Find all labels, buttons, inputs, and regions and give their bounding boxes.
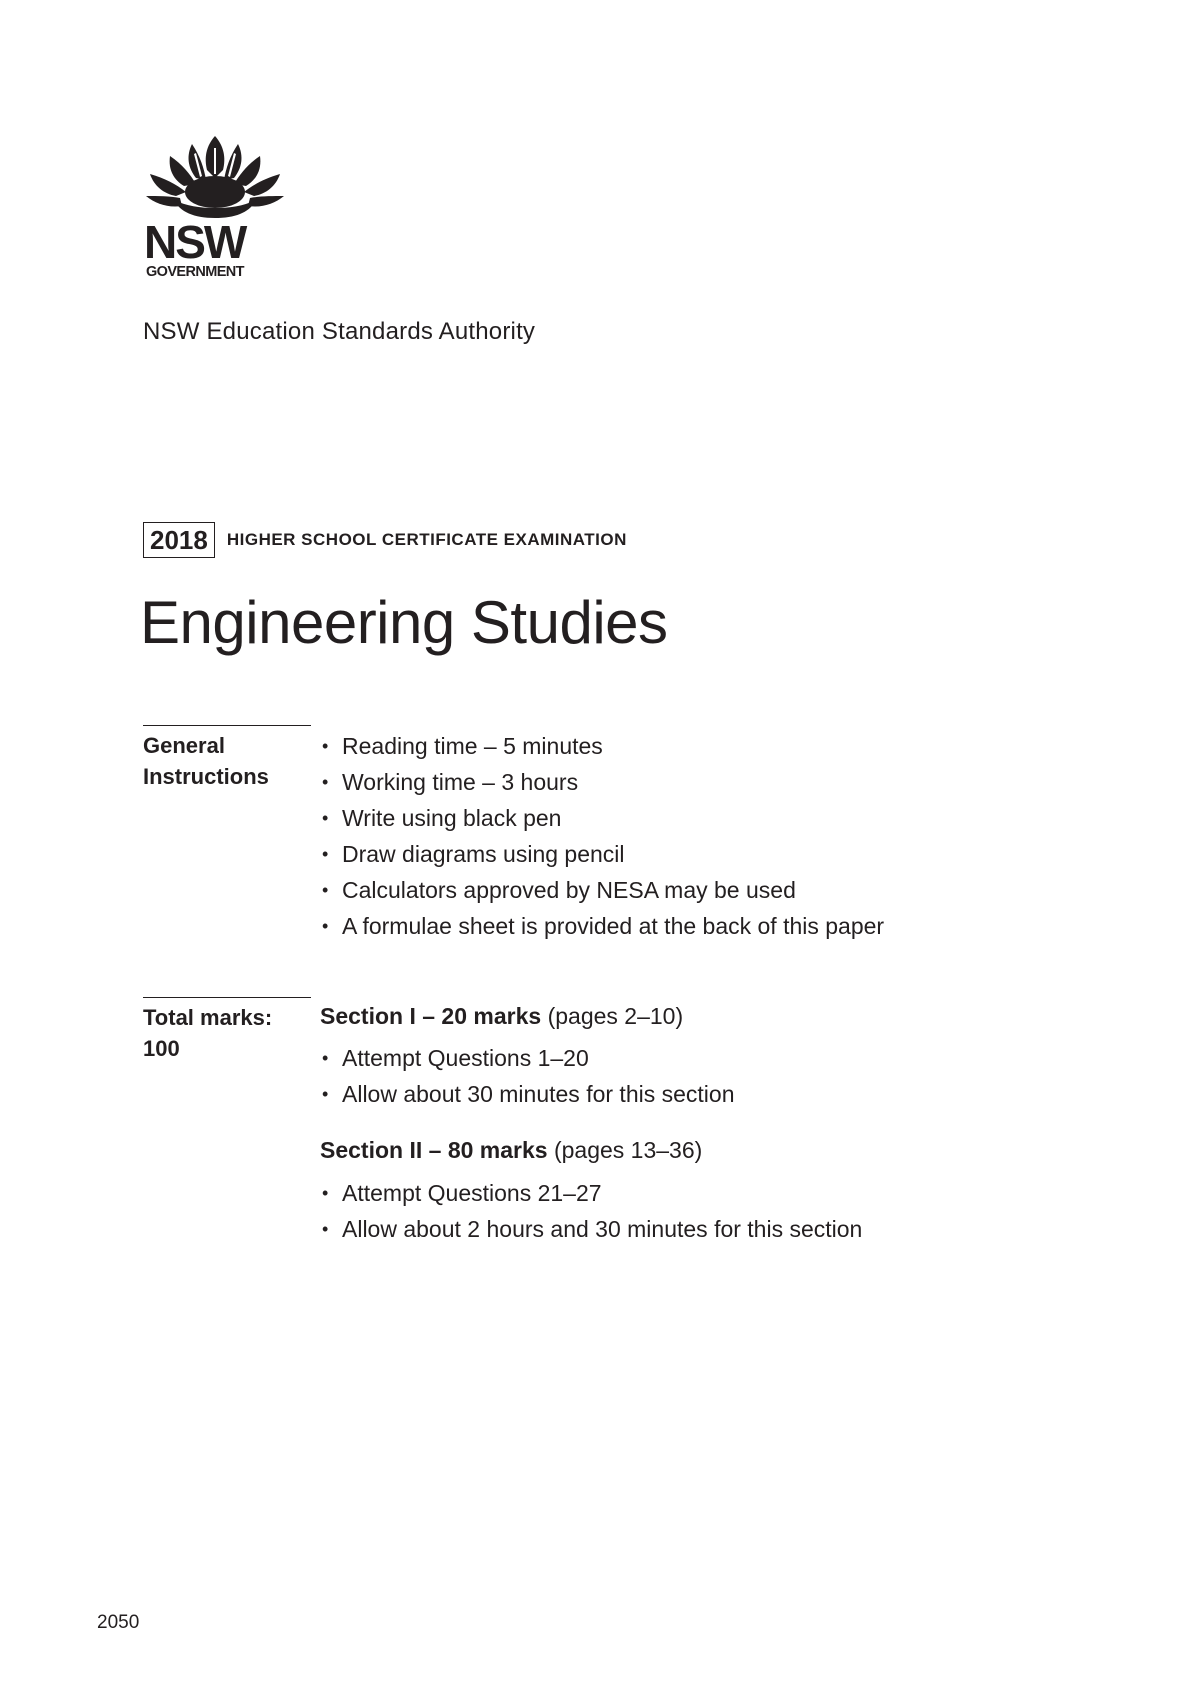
- list-item: • Calculators approved by NESA may be used: [320, 872, 884, 908]
- section-1-heading: [320, 1003, 683, 1030]
- paper-code: 2050: [97, 1612, 140, 1633]
- exam-header: [143, 520, 627, 560]
- label-line: Instructions: [143, 764, 269, 789]
- list-item: • Reading time – 5 minutes: [320, 728, 884, 764]
- list-item: • Attempt Questions 1–20: [320, 1040, 734, 1076]
- list-item: • Allow about 2 hours and 30 minutes for this section: [320, 1211, 862, 1247]
- total-marks-value: 100: [143, 1036, 180, 1061]
- section-2-list: [320, 1175, 862, 1247]
- list-item: • Allow about 30 minutes for this section: [320, 1076, 734, 1112]
- section-2-title: Section II – 80 marks: [320, 1137, 548, 1163]
- list-item: • Write using black pen: [320, 800, 884, 836]
- section-2-pages: (pages 13–36): [553, 1137, 703, 1163]
- logo-wordmark: NSW: [144, 216, 246, 268]
- section-2-heading: [320, 1137, 702, 1164]
- logo-subtext: GOVERNMENT: [146, 264, 244, 280]
- exam-year: 2018: [143, 522, 215, 558]
- label-line: Total marks:: [143, 1005, 273, 1030]
- section-1-title: Section I – 20 marks: [320, 1003, 542, 1029]
- list-item: • A formulae sheet is provided at the back of this paper: [320, 908, 884, 944]
- authority-name: NSW Education Standards Authority: [143, 318, 536, 345]
- section-1-list: [320, 1040, 734, 1112]
- divider: [143, 997, 311, 998]
- exam-title: HIGHER SCHOOL CERTIFICATE EXAMINATION: [226, 530, 627, 549]
- general-instructions-label: [143, 730, 269, 792]
- label-line: General: [143, 733, 225, 758]
- list-item: • Attempt Questions 21–27: [320, 1175, 862, 1211]
- nsw-government-logo: [140, 134, 290, 284]
- divider: [143, 725, 311, 726]
- subject-title: Engineering Studies: [140, 589, 668, 656]
- waratah-icon: [140, 134, 290, 284]
- list-item: • Working time – 3 hours: [320, 764, 884, 800]
- general-instructions-list: [320, 728, 884, 944]
- total-marks-label: [143, 1002, 272, 1064]
- section-1-pages: (pages 2–10): [547, 1003, 684, 1029]
- list-item: • Draw diagrams using pencil: [320, 836, 884, 872]
